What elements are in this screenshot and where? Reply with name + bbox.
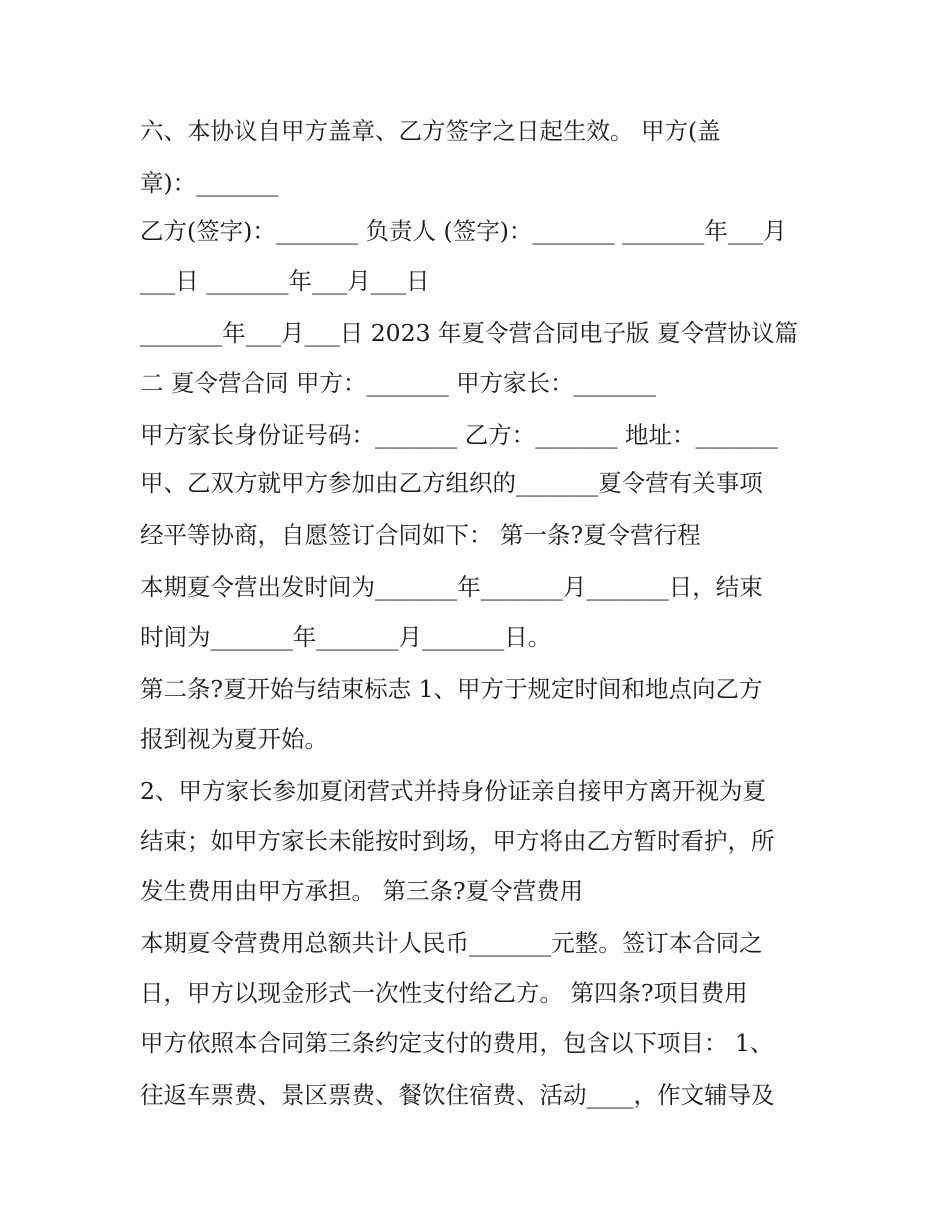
text-line: 甲、乙双方就甲方参加由乙方组织的_______夏令营有关事项: [140, 469, 763, 497]
text-line: 结束；如甲方家长未能按时到场，甲方将由乙方暂时看护，所: [140, 827, 775, 855]
text-line: 经平等协商，自愿签订合同如下： 第一条?夏令营行程: [140, 521, 701, 549]
text-line: 甲方依照本合同第三条约定支付的费用，包含以下项目： 1、: [140, 1029, 774, 1057]
text-line: 乙方(签字)：_______ 负责人 (签字)：_______ _______年___月: [140, 217, 787, 245]
text-line: 二 夏令营合同 甲方：_______ 甲方家长：_______: [140, 369, 656, 397]
text-line: 日，甲方以现金形式一次性支付给乙方。 第四条?项目费用: [140, 979, 748, 1007]
text-line: ___日 _______年___月___日: [140, 267, 430, 295]
text-line: 甲方家长身份证号码：_______ 乙方：_______ 地址：_______: [140, 421, 778, 449]
text-line: 2、甲方家长参加夏闭营式并持身份证亲自接甲方离开视为夏: [140, 777, 766, 805]
text-line: 第二条?夏开始与结束标志 1、甲方于规定时间和地点向乙方: [140, 675, 763, 703]
text-line: 往返车票费、景区票费、餐饮住宿费、活动____，作文辅导及: [140, 1081, 775, 1109]
text-line: 本期夏令营费用总额共计人民币_______元整。签订本合同之: [140, 929, 763, 957]
text-line: 章)：_______: [140, 169, 279, 197]
text-line: 时间为_______年_______月_______日。: [140, 623, 552, 651]
text-line: 发生费用由甲方承担。 第三条?夏令营费用: [140, 877, 584, 905]
text-line: 报到视为夏开始。: [140, 725, 328, 753]
text-line: 本期夏令营出发时间为_______年_______月_______日，结束: [140, 573, 763, 601]
text-line: _______年___月___日 2023 年夏令营合同电子版 夏令营协议篇: [140, 319, 798, 347]
text-line: 六、本协议自甲方盖章、乙方签字之日起生效。 甲方(盖: [140, 117, 721, 145]
